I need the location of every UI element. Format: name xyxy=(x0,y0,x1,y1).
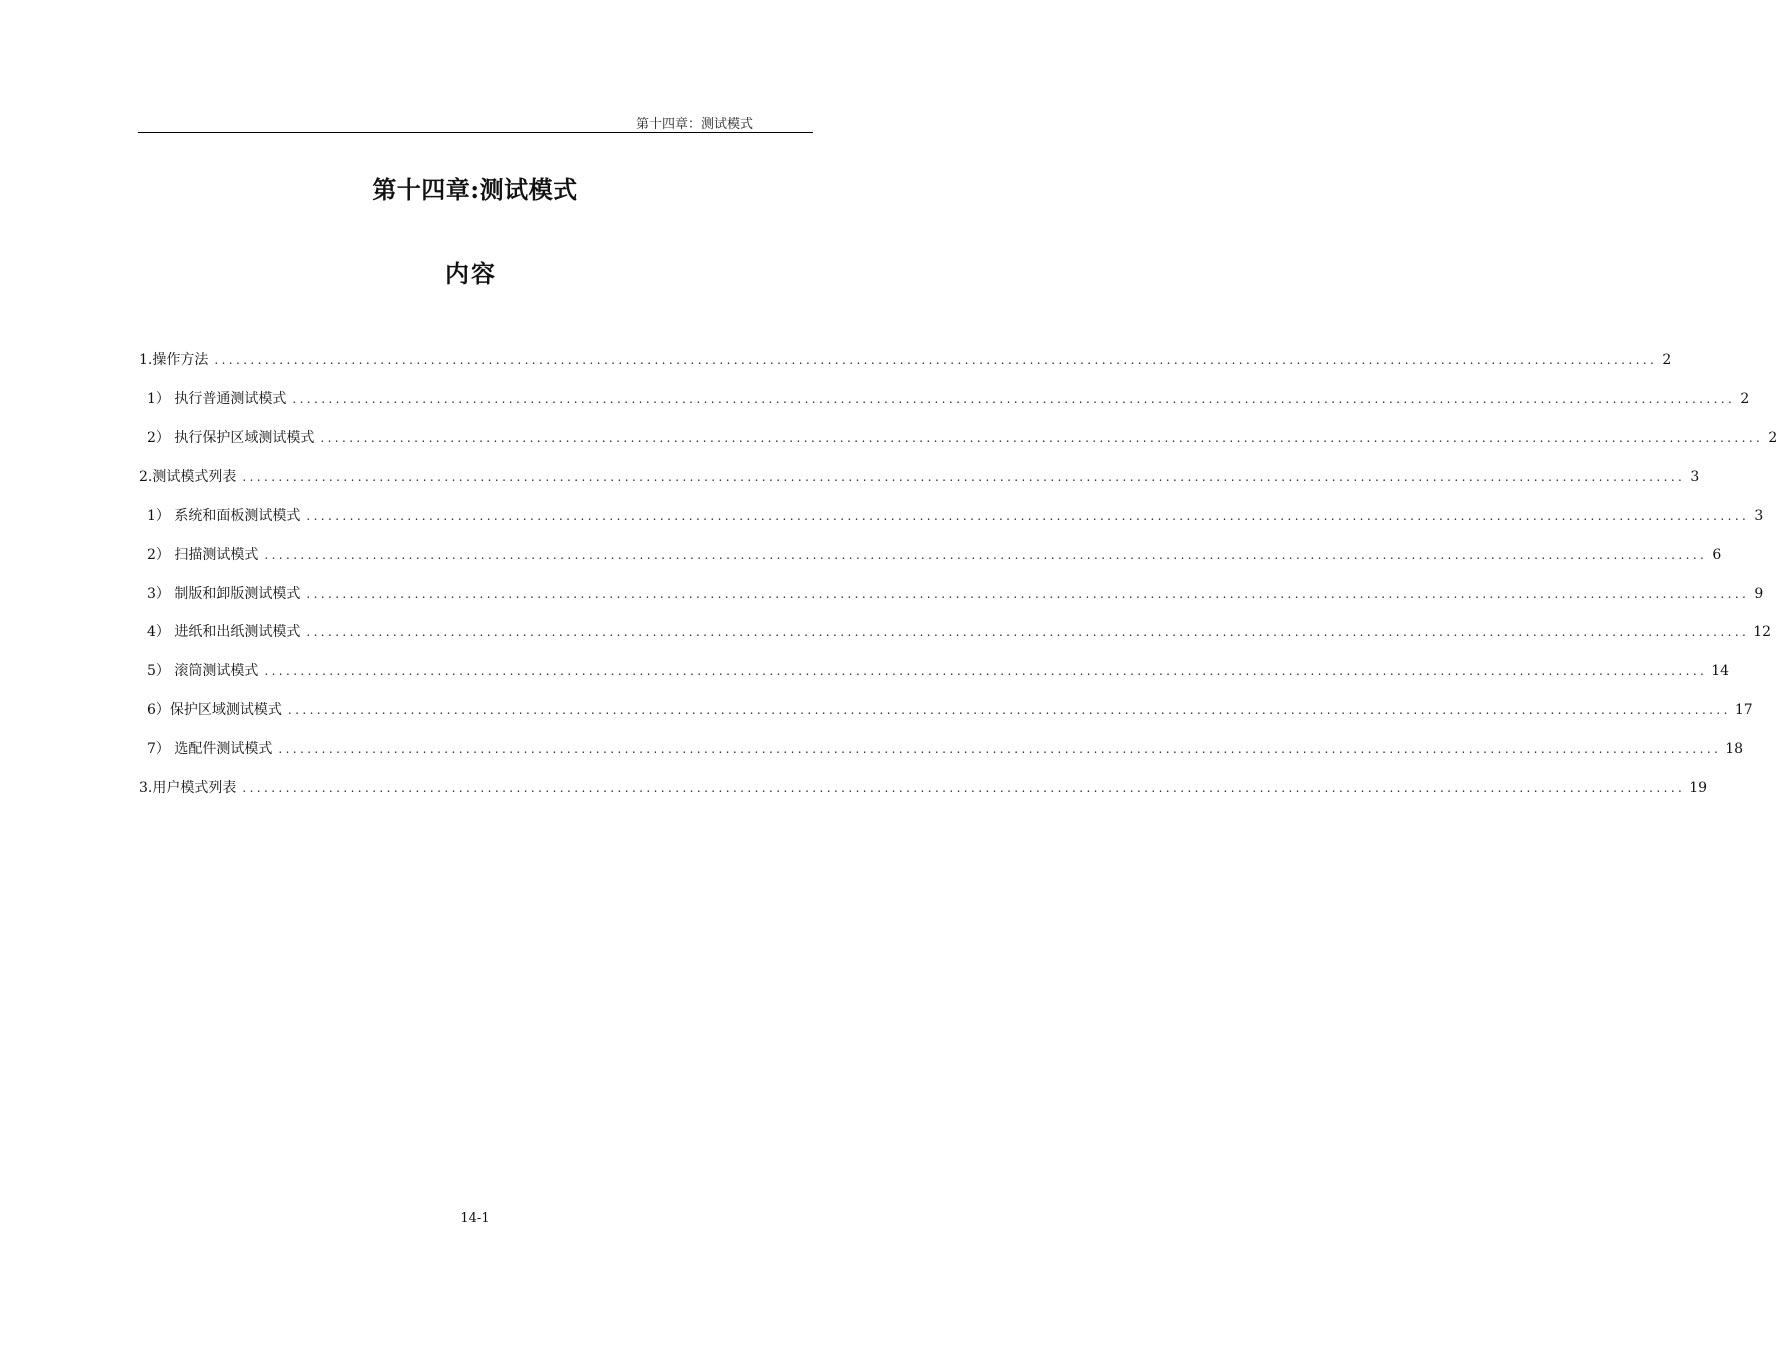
toc-leader: ........................................................................................................................................................................................................ xyxy=(320,431,1764,445)
toc-page-number: 3 xyxy=(1754,508,1764,524)
toc-entry-master-making-disposal-test-mode[interactable] xyxy=(147,584,1764,604)
toc-page-number: 17 xyxy=(1734,702,1753,718)
toc-leader: ........................................................................................................................................................................................................ xyxy=(264,548,1708,562)
toc-label: 2） 扫描测试模式 xyxy=(147,547,259,563)
toc-page-number: 2 xyxy=(1768,430,1777,446)
running-header: 第十四章：测试模式 xyxy=(635,117,753,132)
page-number: 14-1 xyxy=(460,1211,490,1226)
toc-leader: ........................................................................................................................................................................................................ xyxy=(214,353,1658,367)
toc-entry-user-mode-list[interactable] xyxy=(139,778,1708,798)
toc-label: 2.测试模式列表 xyxy=(139,469,237,485)
toc-label: 6）保护区域测试模式 xyxy=(147,702,282,718)
toc-page-number: 9 xyxy=(1754,586,1764,602)
toc-leader: ........................................................................................................................................................................................................ xyxy=(278,742,1722,756)
toc-leader: ........................................................................................................................................................................................................ xyxy=(264,664,1708,678)
toc-entry-paper-feed-eject-test-mode[interactable] xyxy=(147,622,1772,642)
toc-label: 2） 执行保护区域测试模式 xyxy=(147,430,315,446)
toc-page-number: 14 xyxy=(1711,663,1730,679)
toc-entry-test-mode-list[interactable] xyxy=(139,467,1700,487)
toc-leader: ........................................................................................................................................................................................................ xyxy=(306,587,1750,601)
toc-entry-option-test-mode[interactable] xyxy=(147,739,1744,759)
toc-label: 3） 制版和卸版测试模式 xyxy=(147,586,301,602)
toc-page-number: 18 xyxy=(1725,741,1744,757)
toc-leader: ........................................................................................................................................................................................................ xyxy=(242,781,1686,795)
toc-leader: ........................................................................................................................................................................................................ xyxy=(287,703,1731,717)
toc-label: 3.用户模式列表 xyxy=(139,780,237,796)
toc-label: 7） 选配件测试模式 xyxy=(147,741,273,757)
toc-label: 5） 滚筒测试模式 xyxy=(147,663,259,679)
contents-heading: 内容 xyxy=(445,259,497,288)
toc-entry-protected-area-test-mode-list[interactable] xyxy=(147,700,1753,720)
toc-leader: ........................................................................................................................................................................................................ xyxy=(306,625,1750,639)
toc-entry-protected-area-test-mode[interactable] xyxy=(147,428,1777,448)
toc-label: 4） 进纸和出纸测试模式 xyxy=(147,624,301,640)
toc-leader: ........................................................................................................................................................................................................ xyxy=(292,392,1736,406)
toc-leader: ........................................................................................................................................................................................................ xyxy=(242,470,1686,484)
toc-label: 1.操作方法 xyxy=(139,352,209,368)
toc-entry-drum-test-mode[interactable] xyxy=(147,661,1730,681)
toc-page-number: 6 xyxy=(1712,547,1722,563)
toc-entry-normal-test-mode[interactable] xyxy=(147,389,1750,409)
toc-leader: ........................................................................................................................................................................................................ xyxy=(306,509,1750,523)
toc-page-number: 19 xyxy=(1689,780,1708,796)
chapter-title: 第十四章:测试模式 xyxy=(372,175,578,204)
toc-label: 1） 执行普通测试模式 xyxy=(147,391,287,407)
toc-page-number: 2 xyxy=(1662,352,1672,368)
toc-page-number: 12 xyxy=(1753,624,1772,640)
toc-label: 1） 系统和面板测试模式 xyxy=(147,508,301,524)
toc-page-number: 2 xyxy=(1740,391,1750,407)
toc-entry-system-panel-test-mode[interactable] xyxy=(147,506,1764,526)
toc-entry-scan-test-mode[interactable] xyxy=(147,545,1722,565)
toc-entry-operation-method[interactable] xyxy=(139,350,1672,370)
toc-page-number: 3 xyxy=(1690,469,1700,485)
